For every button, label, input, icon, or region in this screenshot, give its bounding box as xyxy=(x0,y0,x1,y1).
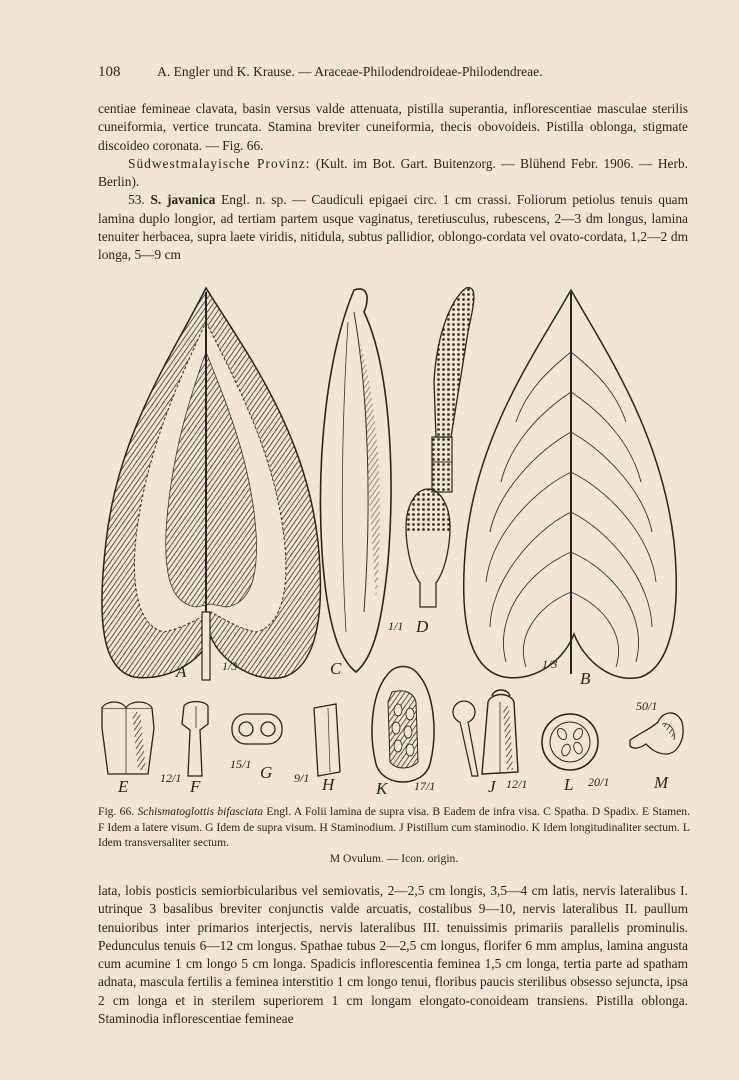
body-text-bottom xyxy=(98,882,688,1028)
body-text-top xyxy=(98,100,688,265)
locality-text: (Kult. im Bot. Gart. Buitenzorg. — Blühend Febr. 1906. — Herb. Berlin). xyxy=(98,155,688,190)
province-name: Südwestmalayische Provinz: xyxy=(128,155,311,171)
pistil-section-drawing xyxy=(372,667,434,783)
label-h: H xyxy=(322,775,335,794)
label-a: A xyxy=(176,662,187,681)
scale-d: 1/1 xyxy=(388,619,404,633)
paragraph-locality xyxy=(98,155,688,192)
label-m: M xyxy=(654,773,669,792)
label-j: J xyxy=(488,777,496,796)
running-title: A. Engler und K. Krause. — Araceae-Philodendroideae-Philodendreae. xyxy=(157,64,543,79)
page-number: 108 xyxy=(98,64,121,80)
botanical-illustration xyxy=(96,282,696,802)
ovule-drawing xyxy=(630,713,683,754)
scale-b: 1/3 xyxy=(542,657,558,671)
running-header xyxy=(98,64,688,81)
spadix xyxy=(406,288,474,607)
species-description: Engl. n. sp. — Caudiculi epigaei circ. 1 cm crassi. Foliorum petiolus tenuis quam lamina duplo longior, ad tertiam partem usque vaginatus, teretiusculus, rubescens, 2—3 dm longus, lamina tenuiter herbacea, supra laete viridis, nitidula, subtus pallidior, oblongo-cordata vel ovato-cordata, 1,2—2 dm longa, 5—9 cm xyxy=(98,192,688,263)
figure-caption xyxy=(98,804,690,866)
pistil-cross-section-drawing xyxy=(542,714,598,770)
stamen-top-drawing xyxy=(232,714,282,744)
paragraph-species-53 xyxy=(98,191,688,264)
caption-body: Engl. A Folii lamina de supra visa. B Eadem de infra visa. C Spatha. D Spadix. E Stamen. F Idem a latere visum. G Idem de supra visum. H Staminodium. J Pistillum cum staminodio. K Idem longitudinaliter sectum. L Idem transversaliter sectum. xyxy=(98,805,691,849)
label-l: L xyxy=(564,775,574,794)
species-number: 53. xyxy=(128,192,151,208)
spathe xyxy=(320,289,391,672)
caption-species: Schismatoglottis bifasciata xyxy=(137,805,264,818)
label-f: F xyxy=(190,777,201,796)
leaf-lower-view xyxy=(464,290,677,678)
label-b: B xyxy=(580,669,591,688)
staminodium-drawing xyxy=(314,704,340,776)
scale-j: 12/1 xyxy=(506,777,528,791)
caption-fig-number: Fig. 66. xyxy=(98,805,138,818)
label-e: E xyxy=(118,777,129,796)
scale-a: 1/3 xyxy=(222,659,238,673)
figure-66 xyxy=(96,282,696,802)
caption-last-line: M Ovulum. — Icon. origin. xyxy=(329,851,459,865)
label-d: D xyxy=(416,617,429,636)
scale-h: 9/1 xyxy=(294,771,310,785)
stamen-side-drawing xyxy=(182,702,208,777)
scale-k: 17/1 xyxy=(414,779,436,793)
label-k: K xyxy=(376,779,388,798)
paragraph-description-continued: lata, lobis posticis semiorbicularibus vel semiovatis, 2—2,5 cm longis, 3,5—4 cm latis, nervis lateralibus I. utrinque 3 basalibus breviter conjunctis valde arcuatis, costalibus 9—10, nervis lateralibus II. paullum tenuioribus inter primarios interjectis, nervis lateralibus III. tenuissimis primariis parallelis prominulis. Pedunculus tenuis 6—12 cm longus. Spathae tubus 2—2,5 cm longus, florifer 6 mm amplus, lamina angusta cum acumine 1 cm longo 5 cm longa. Spadicis inflorescentia feminea 1,5 cm longa, tertia parte ad spatham adnata, mascula fertilis a feminea interstitio 1 cm longo tenui, floribus paucis sterilibus obsesso sejuncta, ipsa 2 cm longa et in sterilem superiorem 1 cm longam elongato-conoideam transiens. Pistilla oblonga. Staminodia inflorescentiae femineae xyxy=(98,883,688,1027)
species-name: S. javanica xyxy=(150,192,216,208)
pistil-with-staminode-drawing xyxy=(453,690,518,776)
label-c: C xyxy=(330,659,342,678)
stamen-drawing xyxy=(102,702,154,774)
scale-e: 12/1 xyxy=(160,771,182,785)
scale-l: 20/1 xyxy=(588,775,610,789)
scale-g: 15/1 xyxy=(230,757,252,771)
paragraph-description-end: centiae femineae clavata, basin versus valde attenuata, pistilla superantia, inflorescentiae masculae sterilis cuneiformia, vertice truncata. Stamina breviter cuneiformia, thecis obovoideis. Pistilla oblonga, stigmate discoideo coronata. — Fig. 66. xyxy=(98,101,688,153)
scale-m: 50/1 xyxy=(636,699,658,713)
label-g: G xyxy=(260,763,273,782)
caption-main xyxy=(98,804,690,851)
leaf-upper-view xyxy=(102,288,321,680)
